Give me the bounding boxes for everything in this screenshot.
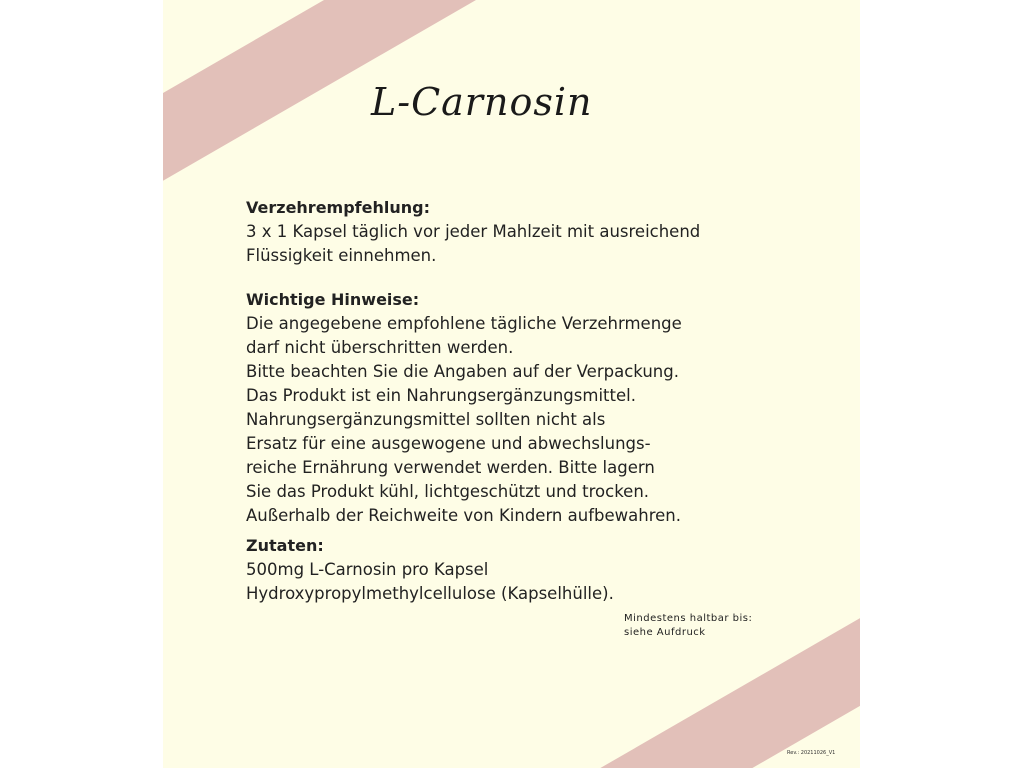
zutaten-line: 500mg L-Carnosin pro Kapsel <box>246 560 489 579</box>
zutaten-line: Hydroxypropylmethylcellulose (Kapselhülle). <box>246 584 614 603</box>
hinweise-line: Nahrungsergänzungsmittel sollten nicht als <box>246 410 606 429</box>
hinweise-heading: Wichtige Hinweise: <box>246 290 420 309</box>
hinweise-line: Sie das Produkt kühl, lichtgeschützt und trocken. <box>246 482 650 501</box>
product-title: L-Carnosin <box>371 80 593 124</box>
zutaten-heading: Zutaten: <box>246 536 324 555</box>
zutaten-text <box>246 558 806 606</box>
hinweise-line: Bitte beachten Sie die Angaben auf der Verpackung. <box>246 362 679 381</box>
hinweise-line: reiche Ernährung verwendet werden. Bitte lagern <box>246 458 655 477</box>
hinweise-line: Außerhalb der Reichweite von Kindern aufbewahren. <box>246 506 681 525</box>
hinweise-line: Das Produkt ist ein Nahrungsergänzungsmittel. <box>246 386 636 405</box>
best-before-line: siehe Aufdruck <box>624 627 706 638</box>
hinweise-line: darf nicht überschritten werden. <box>246 338 514 357</box>
product-label <box>163 0 860 768</box>
label-content <box>246 196 806 606</box>
best-before-note <box>624 612 752 640</box>
hinweise-text <box>246 312 806 528</box>
hinweise-line: Ersatz für eine ausgewogene und abwechslungs- <box>246 434 651 453</box>
verzehr-line: 3 x 1 Kapsel täglich vor jeder Mahlzeit mit ausreichend <box>246 222 701 241</box>
verzehr-line: Flüssigkeit einnehmen. <box>246 246 437 265</box>
verzehr-text <box>246 220 806 268</box>
best-before-line: Mindestens haltbar bis: <box>624 613 753 624</box>
hinweise-line: Die angegebene empfohlene tägliche Verzehrmenge <box>246 314 682 333</box>
verzehr-heading: Verzehrempfehlung: <box>246 198 430 217</box>
revision-code: Rev.: 20211026_V1 <box>787 750 836 756</box>
